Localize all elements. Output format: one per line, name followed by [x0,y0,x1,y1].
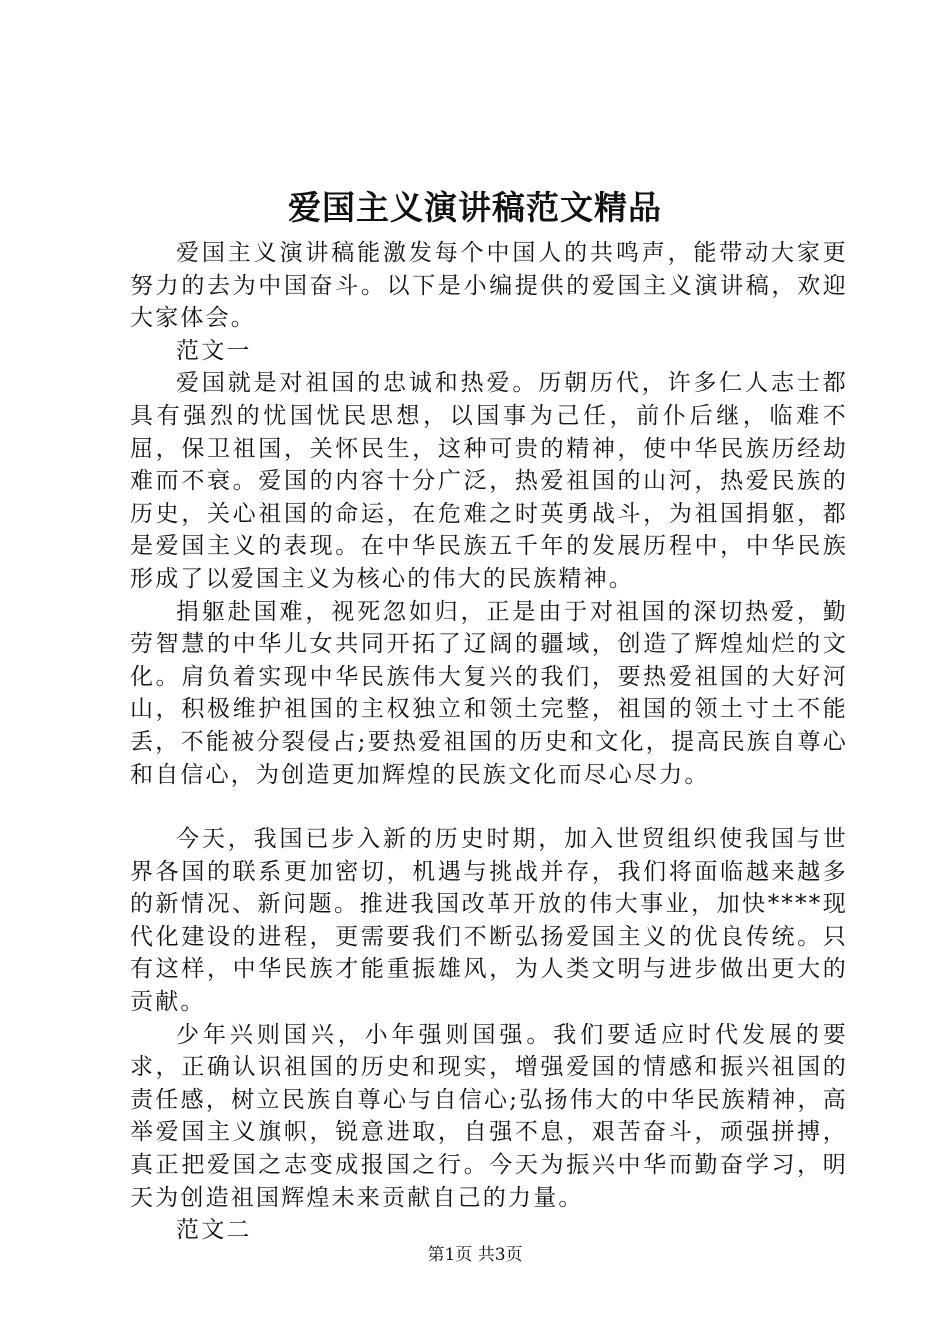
section-heading-sample-two: 范文二 [176,1217,252,1244]
body-paragraph: 今天，我国已步入新的历史时期，加入世贸组织使我国与世界各国的联系更加密切，机遇与挑战并存，我们将面临越来越多的新情况、新问题。推进我国改革开放的伟大事业，加快****现代化建设的进程，更需要我们不断弘扬爱国主义的优良传统。只有这样，中华民族才能重振雄风，为人类文明与进步做出更大的贡献。 [130,826,848,1016]
document-title: 爱国主义演讲稿范文精品 [288,188,662,227]
body-paragraph: 少年兴则国兴，小年强则国强。我们要适应时代发展的要求，正确认识祖国的历史和现实，增强爱国的情感和振兴祖国的责任感，树立民族自尊心与自信心;弘扬伟大的中华民族精神，高举爱国主义旗帜，锐意进取，自强不息，艰苦奋斗，顽强拼搏，真正把爱国之志变成报国之行。今天为振兴中华而勤奋学习，明天为创造祖国辉煌未来贡献自己的力量。 [130,1021,848,1211]
section-heading-sample-one: 范文一 [176,337,252,364]
document-body [130,237,848,1247]
intro-paragraph: 爱国主义演讲稿能激发每个中国人的共鸣声，能带动大家更努力的去为中国奋斗。以下是小编提供的爱国主义演讲稿，欢迎大家体会。 [130,240,848,332]
body-paragraph: 捐躯赴国难，视死忽如归，正是由于对祖国的深切热爱，勤劳智慧的中华儿女共同开拓了辽阔的疆域，创造了辉煌灿烂的文化。肩负着实现中华民族伟大复兴的我们，要热爱祖国的大好河山，积极维护祖国的主权独立和领土完整，祖国的领土寸土不能丢，不能被分裂侵占;要热爱祖国的历史和文化，提高民族自尊心和自信心，为创造更加辉煌的民族文化而尽心尽力。 [130,598,848,788]
page-number-footer: 第1页 共3页 [427,1245,523,1265]
body-paragraph: 爱国就是对祖国的忠诚和热爱。历朝历代，许多仁人志士都具有强烈的忧国忧民思想，以国事为己任，前仆后继，临难不屈，保卫祖国，关怀民生，这种可贵的精神，使中华民族历经劫难而不衰。爱国的内容十分广泛，热爱祖国的山河，热爱民族的历史，关心祖国的命运，在危难之时英勇战斗，为祖国捐躯，都是爱国主义的表现。在中华民族五千年的发展历程中，中华民族形成了以爱国主义为核心的伟大的民族精神。 [130,370,848,592]
